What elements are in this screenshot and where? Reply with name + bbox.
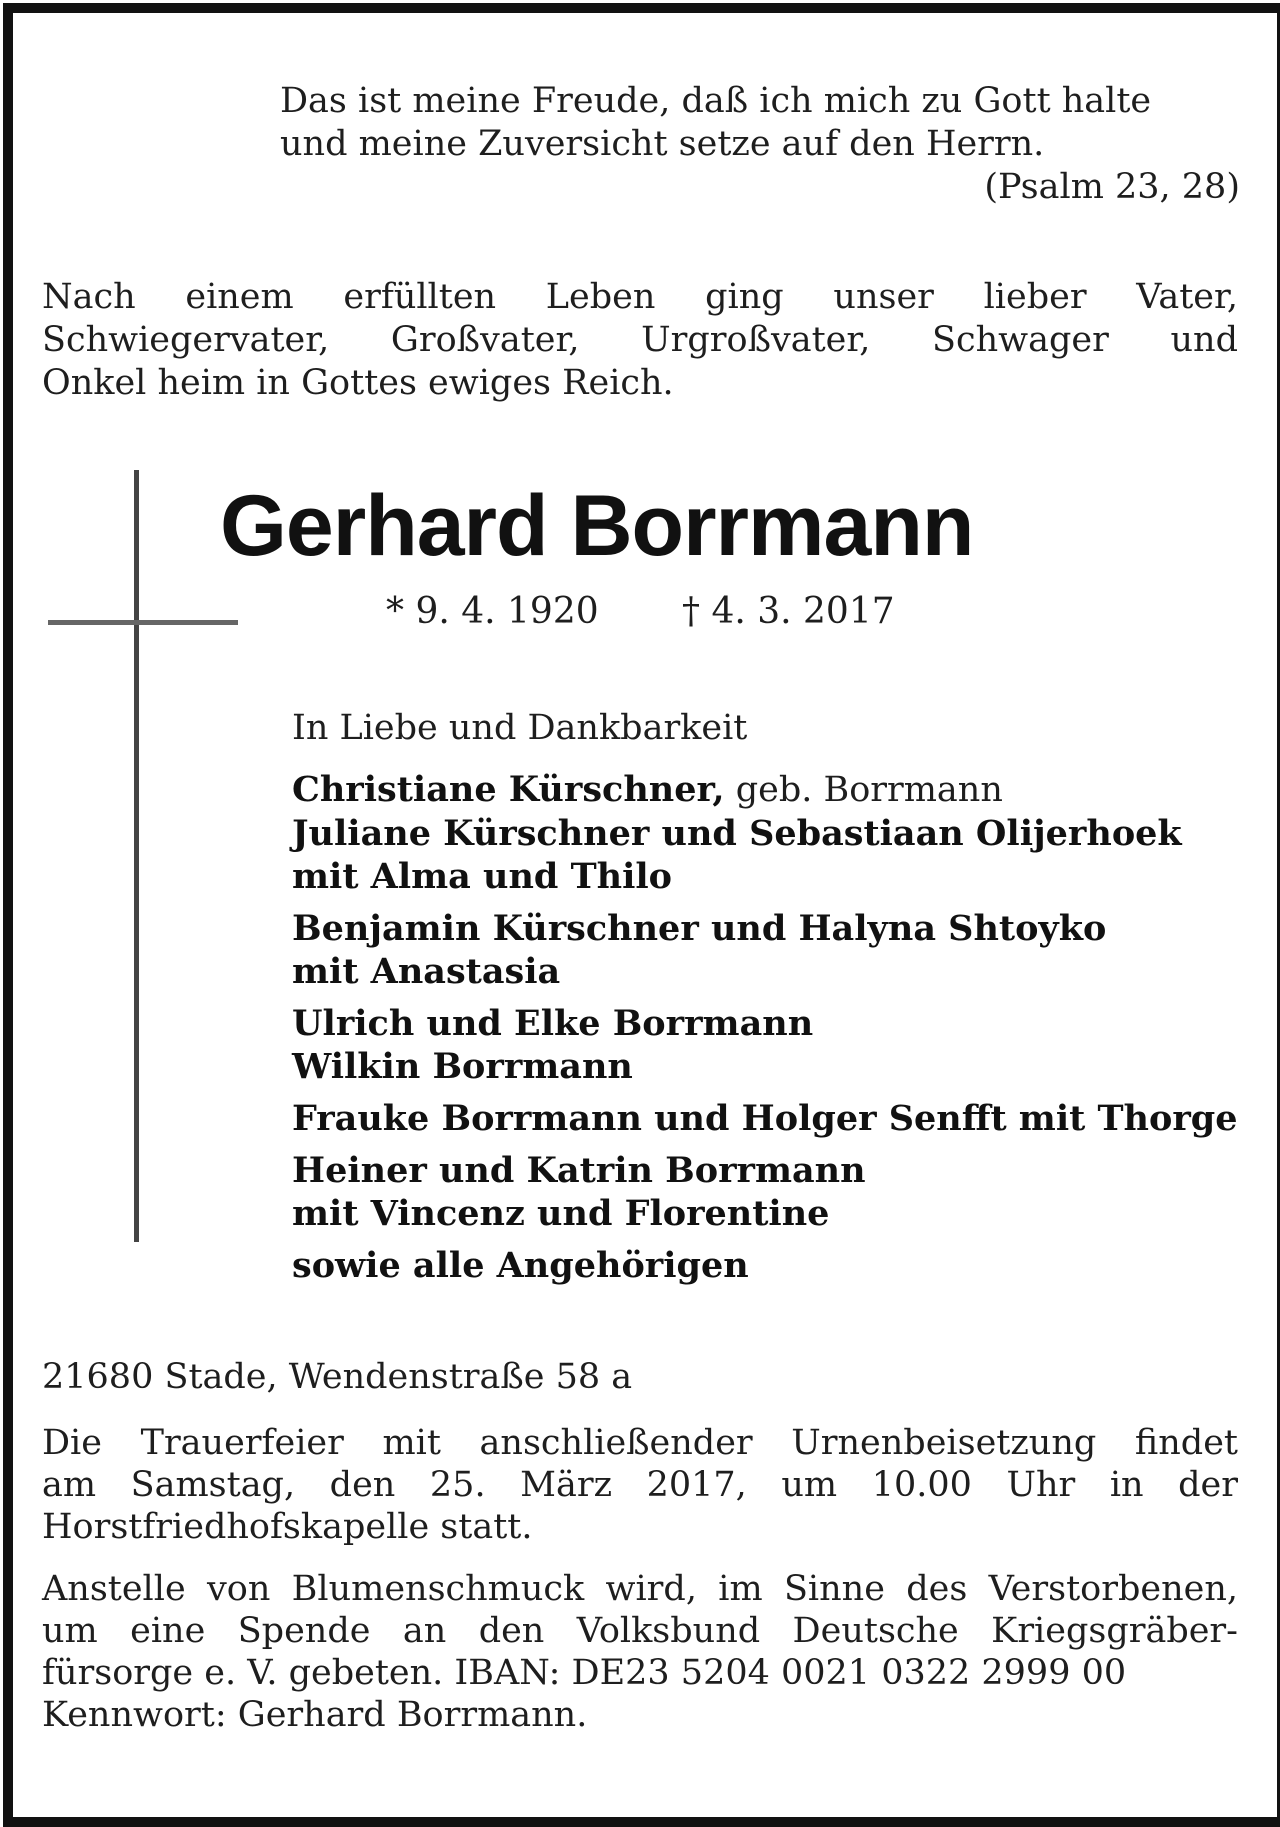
donation-line: Anstelle von Blumenschmuck wird, im Sinne des Verstorbenen, — [42, 1569, 1238, 1609]
mourner-line: Frauke Borrmann und Holger Senfft mit Thorge — [292, 1098, 1238, 1139]
cross-icon-bar — [48, 620, 238, 625]
death-date: † 4. 3. 2017 — [682, 591, 895, 632]
funeral-line: am Samstag, den 25. März 2017, um 10.00 Uhr in der — [42, 1465, 1238, 1505]
deceased-name: Gerhard Borrmann — [220, 478, 974, 574]
mourner-group — [292, 1097, 1242, 1140]
address: 21680 Stade, Wendenstraße 58 a — [42, 1357, 633, 1397]
funeral-line: Horstfriedhofskapelle statt. — [42, 1507, 533, 1547]
donation-line: Kennwort: Gerhard Borrmann. — [42, 1695, 588, 1735]
mourner-line: mit Anastasia — [292, 951, 561, 992]
psalm-source: (Psalm 23, 28) — [984, 167, 1240, 207]
funeral-notice — [42, 1422, 1238, 1548]
mourner-group — [292, 1244, 1242, 1287]
intro-line: Nach einem erfüllten Leben ging unser lieber Vater, — [42, 277, 1238, 317]
mourner-line: Benjamin Kürschner und Halyna Shtoyko — [292, 908, 1107, 949]
mourner-line: Heiner und Katrin Borrmann — [292, 1150, 866, 1191]
mourner-group — [292, 768, 1242, 898]
mourner-line: Juliane Kürschner und Sebastiaan Olijerhoek — [292, 813, 1182, 854]
birth-date: * 9. 4. 1920 — [386, 591, 599, 632]
mourners-intro: In Liebe und Dankbarkeit — [292, 708, 748, 748]
psalm-line: Das ist meine Freude, daß ich mich zu Gott halte — [280, 81, 1152, 121]
donation-line: fürsorge e. V. gebeten. IBAN: DE23 5204 0021 0322 2999 00 — [42, 1653, 1127, 1693]
maiden-name: geb. Borrmann — [724, 770, 1003, 810]
mourner-line: mit Vincenz und Florentine — [292, 1193, 830, 1234]
intro-paragraph — [42, 276, 1238, 405]
intro-line: Onkel heim in Gottes ewiges Reich. — [42, 363, 674, 403]
donation-line: um eine Spende an den Volksbund Deutsche Kriegsgräber- — [42, 1611, 1238, 1651]
mourner-line: mit Alma und Thilo — [292, 856, 673, 897]
mourner-line: Christiane Kürschner, geb. Borrmann — [292, 769, 1003, 810]
mourner-group — [292, 1149, 1242, 1235]
cross-icon — [134, 470, 139, 1242]
donation-notice — [42, 1568, 1238, 1736]
intro-line: Schwiegervater, Großvater, Urgroßvater, Schwager und — [42, 320, 1238, 360]
mourner-group — [292, 1002, 1242, 1088]
mourner-line: sowie alle Angehörigen — [292, 1245, 749, 1286]
mourner-line: Ulrich und Elke Borrmann — [292, 1003, 814, 1044]
mourner-group — [292, 907, 1242, 993]
mourner-line: Wilkin Borrmann — [292, 1046, 633, 1087]
psalm-quote — [280, 80, 1240, 209]
mourners-list — [292, 768, 1242, 1296]
psalm-line: und meine Zuversicht setze auf den Herrn. — [280, 124, 1045, 164]
funeral-line: Die Trauerfeier mit anschließender Urnenbeisetzung findet — [42, 1423, 1238, 1463]
